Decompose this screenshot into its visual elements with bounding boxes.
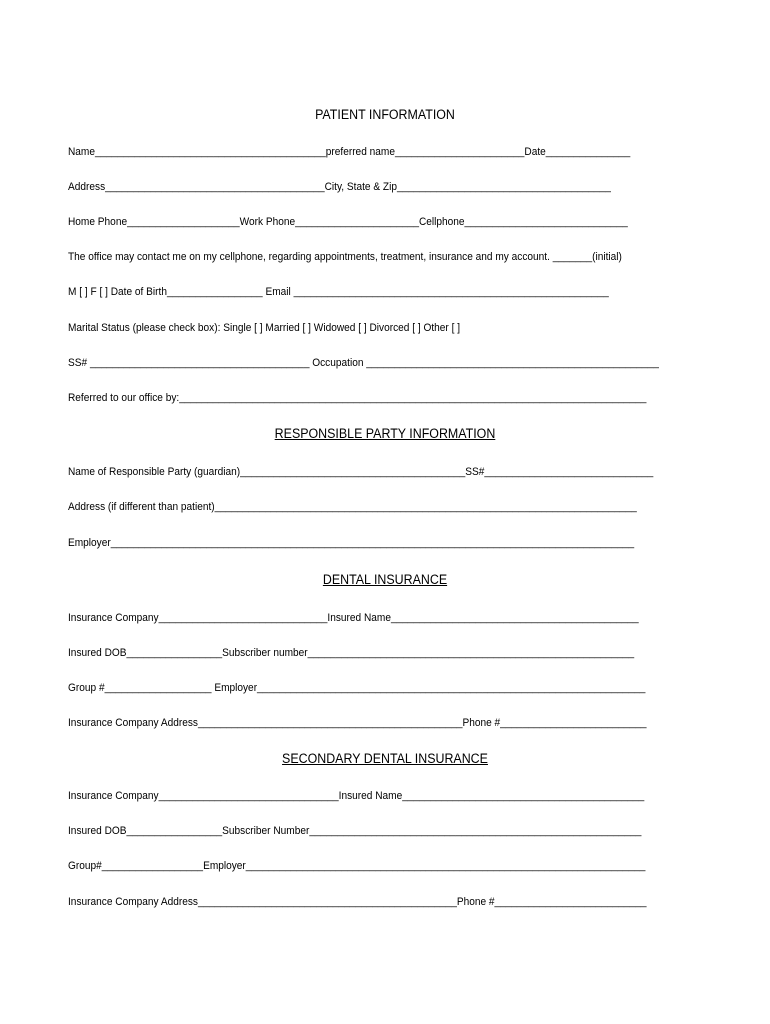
- dental-company-address-line[interactable]: Insurance Company Address_______________________________________________Phone #__________________________: [68, 717, 647, 729]
- name-line[interactable]: Name_________________________________________preferred name_______________________Date_______________: [68, 146, 631, 158]
- marital-status-line[interactable]: Marital Status (please check box): Single [ ] Married [ ] Widowed [ ] Divorced [ ] Other [ ]: [68, 322, 461, 334]
- responsible-party-heading: RESPONSIBLE PARTY INFORMATION: [274, 426, 496, 441]
- sex-dob-email-line[interactable]: M [ ] F [ ] Date of Birth_________________ Email ________________________________________________________: [68, 286, 609, 298]
- responsible-party-name-line[interactable]: Name of Responsible Party (guardian)________________________________________SS#______________________________: [68, 466, 654, 478]
- address-line[interactable]: Address_______________________________________City, State & Zip______________________________________: [68, 181, 611, 193]
- secondary-group-line[interactable]: Group#__________________Employer_______________________________________________________________________: [68, 860, 646, 872]
- responsible-party-address-line[interactable]: Address (if different than patient)___________________________________________________________________________: [68, 501, 637, 513]
- contact-consent-line[interactable]: The office may contact me on my cellphone, regarding appointments, treatment, insurance and my account. _______(initial): [68, 251, 622, 263]
- dental-insurance-company-line[interactable]: Insurance Company______________________________Insured Name____________________________________________: [68, 612, 639, 624]
- responsible-party-employer-line[interactable]: Employer_____________________________________________________________________________________________: [68, 537, 635, 549]
- phone-line[interactable]: Home Phone____________________Work Phone______________________Cellphone_____________________________: [68, 216, 628, 228]
- referred-by-line[interactable]: Referred to our office by:___________________________________________________________________________________: [68, 392, 647, 404]
- secondary-insurance-company-line[interactable]: Insurance Company________________________________Insured Name___________________________________________: [68, 790, 645, 802]
- dental-group-line[interactable]: Group #___________________ Employer_____________________________________________________________________: [68, 682, 646, 694]
- secondary-company-address-line[interactable]: Insurance Company Address______________________________________________Phone #___________________________: [68, 896, 647, 908]
- patient-information-heading: PATIENT INFORMATION: [315, 107, 455, 122]
- secondary-dental-insurance-heading: SECONDARY DENTAL INSURANCE: [282, 751, 488, 766]
- ss-occupation-line[interactable]: SS# _______________________________________ Occupation ____________________________________________________: [68, 357, 659, 369]
- dental-insurance-heading: DENTAL INSURANCE: [322, 572, 448, 587]
- dental-insured-dob-line[interactable]: Insured DOB_________________Subscriber number__________________________________________________________: [68, 647, 635, 659]
- secondary-insured-dob-line[interactable]: Insured DOB_________________Subscriber Number___________________________________________________________: [68, 825, 642, 837]
